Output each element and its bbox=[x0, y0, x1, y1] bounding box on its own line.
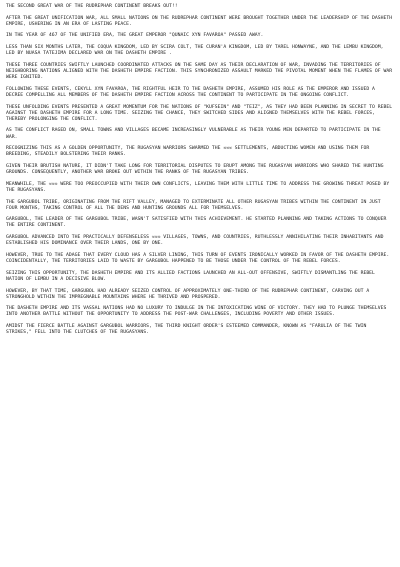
paragraph-1: THE SECOND GREAT WAR OF THE RUDREPHAR CONTINENT BREAKS OUT!! bbox=[6, 4, 178, 9]
paragraph-8: AS THE CONFLICT RAGED ON, SMALL TOWNS AND VILLAGES BECAME INCREASINGLY VULNERABLE AS THEIR YOUNG MEN DEPARTED TO PARTICIPATE IN THE WAR. bbox=[6, 128, 381, 140]
paragraph-13: GARGUBOL, THE LEADER OF THE GARGUBOL TRIBE, WASN'T SATISFIED WITH THIS ACHIEVEMENT. HE STARTED PLANNING AND TAKING ACTIONS TO CONQUER THE ENTIRE CONTINENT. bbox=[6, 217, 387, 229]
paragraph-15: HOWEVER, TRUE TO THE ADAGE THAT EVERY CLOUD HAS A SILVER LINING, THIS TURN OF EVENTS IRONICALLY WORKED IN FAVOR OF THE DASHETH EMPIRE. COINCIDENTALLY, THE TERRITORIES LAID TO WASTE BY GARGUBOL HAPPENED TO BE THOSE UNDER THE CONTROL OF THE REBEL FORCES. bbox=[6, 252, 390, 265]
paragraph-12: THE GARGUBOL TRIBE, ORIGINATING FROM THE RIFT VALLEY, MANAGED TO EXTERMINATE ALL OTHER RUGASYAN TRIBES WITHIN THE CONTINENT IN JUST FOUR MONTHS, TAKING CONTROL OF ALL THE DENS AND HUNTING GROUNDS ALL FOR THEMSELVES. bbox=[6, 199, 381, 211]
paragraph-5: THESE THREE COUNTRIES SWIFTLY LAUNCHED COORDINATED ATTACKS ON THE SAME DAY AS THEIR DECLARATION OF WAR, INVADING THE TERRITORIES OF NEIGHBORING NATIONS ALIGNED WITH THE DASHETH EMPIRE FACTION. THIS SYNCHRONIZED ASSAULT MARKED THE PIVOTAL MOMENT WHEN THE FLAMES OF WAR WERE IGNITED. bbox=[6, 62, 393, 81]
paragraph-11: MEANWHILE, THE ☠☠☠ WERE TOO PREOCCUPIED WITH THEIR OWN CONFLICTS, LEAVING THEM WITH LITTLE TIME TO ADDRESS THE GROWING THREAT POSED BY THE RUGASYANS. bbox=[6, 181, 390, 193]
paragraph-4: LESS THAN SIX MONTHS LATER, THE COQUA KINGDOM, LED BY SCIRA COLT, THE CURAN'A KINGDOM, LED BY TAREL HONWAYNE, AND THE LEMBU KINGDOM, LED BY NUASA TATEJIMA DECLARED WAR ON THE DASHETH EMPIRE . bbox=[6, 45, 384, 57]
paragraph-2: AFTER THE GREAT UNIFICATION WAR, ALL SMALL NATIONS ON THE RUDREPHAR CONTINENT WERE BROUGHT TOGETHER UNDER THE LEADERSHIP OF THE DASHETH EMPIRE, USHERING IN AN ERA OF LASTING PEACE. bbox=[6, 15, 393, 27]
paragraph-14: GARGUBOL ADVANCED INTO THE PRACTICALLY DEFENSELESS ☠☠☠ VILLAGES, TOWNS, AND COUNTRIES, RUTHLESSLY ANNIHILATING THEIR INHABITANTS AND ESTABLISHED HIS DOMINANCE OVER THEIR LANDS, ONE BY ONE. bbox=[6, 235, 384, 247]
story-text-page bbox=[6, 4, 394, 342]
paragraph-16: SEIZING THIS OPPORTUNITY, THE DASHETH EMPIRE AND ITS ALLIED FACTIONS LAUNCHED AN ALL-OUT OFFENSIVE, SWIFTLY DISMANTLING THE REBEL NATION OF LEMBU IN A DECISIVE BLOW. bbox=[6, 270, 375, 282]
paragraph-17: HOWEVER, BY THAT TIME, GARGUBOL HAD ALREADY SEIZED CONTROL OF APPROXIMATELY ONE-THIRD OF THE RUDREPHAR CONTINENT, CARVING OUT A STRONGHOLD WITHIN THE IMPREGNABLE MOUNTAINS WHERE HE THRIVED AND PROSPERED. bbox=[6, 288, 370, 300]
paragraph-18: THE DASHETH EMPIRE AND ITS VASSAL NATIONS HAD NO LUXURY TO INDULGE IN THE INTOXICATING WINE OF VICTORY. THEY HAD TO PLUNGE THEMSELVES INTO ANOTHER BATTLE WITHOUT THE OPPORTUNITY TO ADDRESS THE POST-WAR CHALLENGES, INCLUDING POVERTY AND OTHER ISSUES. bbox=[6, 306, 387, 318]
paragraph-6: FOLLOWING THESE EVENTS, CEKYLL XYN FAVAROA, THE RIGHTFUL HEIR TO THE DASHETH EMPIRE, ASSUMED HIS ROLE AS THE EMPEROR AND ISSUED A DECREE COMPELLING ALL MEMBERS OF THE DASHETH EMPIRE FACTION ACROSS THE CONTINENT TO PARTICIPATE IN THE ONGOING CONFLICT. bbox=[6, 86, 375, 98]
paragraph-9: RECOGNIZING THIS AS A GOLDEN OPPORTUNITY, THE RUGASYAN WARRIORS SWARMED THE ☠☠☠ SETTLEMENTS, ABDUCTING WOMEN AND USING THEM FOR BREEDING, STEADILY BOLSTERING THEIR RANKS. bbox=[6, 146, 370, 158]
paragraph-10: GIVEN THEIR BRUTISH NATURE, IT DIDN'T TAKE LONG FOR TERRITORIAL DISPUTES TO ERUPT AMONG THE RUGASYAN WARRIORS WHO SHARED THE HUNTING GROUNDS. CONSEQUENTLY, ANOTHER WAR BROKE OUT WITHIN THE RANKS OF THE RUGASYAN TRIBES. bbox=[6, 164, 384, 176]
paragraph-19: AMIDST THE FIERCE BATTLE AGAINST GARGUBOL WARRIORS, THE THIRD KNIGHT ORDER'S ESTEEMED COMMANDER, KNOWN AS "FARULIA OF THE TWIN STRIKES," FELL INTO THE CLUTCHES OF THE RUGASYANS. bbox=[6, 324, 367, 336]
paragraph-7: THESE UNFOLDING EVENTS PRESENTED A GREAT MOMENTUM FOR THE NATIONS OF "KUFSEIN" AND "TEIZ", AS THEY HAD BEEN PLANNING IN SECRET TO REBEL AGAINST THE DASHETH EMPIRE FOR A LONG TIME. SEIZING THE CHANCE, THEY SWITCHED SIDES AND ALIGNED THEMSELVES WITH THE REBEL FORCES, THEREBY PROLONGING THE CONFLICT. bbox=[6, 104, 393, 122]
paragraph-3: IN THE YEAR OF 467 OF THE UNIFIED ERA, THE GREAT EMPEROR "QUNAIC XYN FAVAROA" PASSED AWAY. bbox=[6, 33, 264, 39]
